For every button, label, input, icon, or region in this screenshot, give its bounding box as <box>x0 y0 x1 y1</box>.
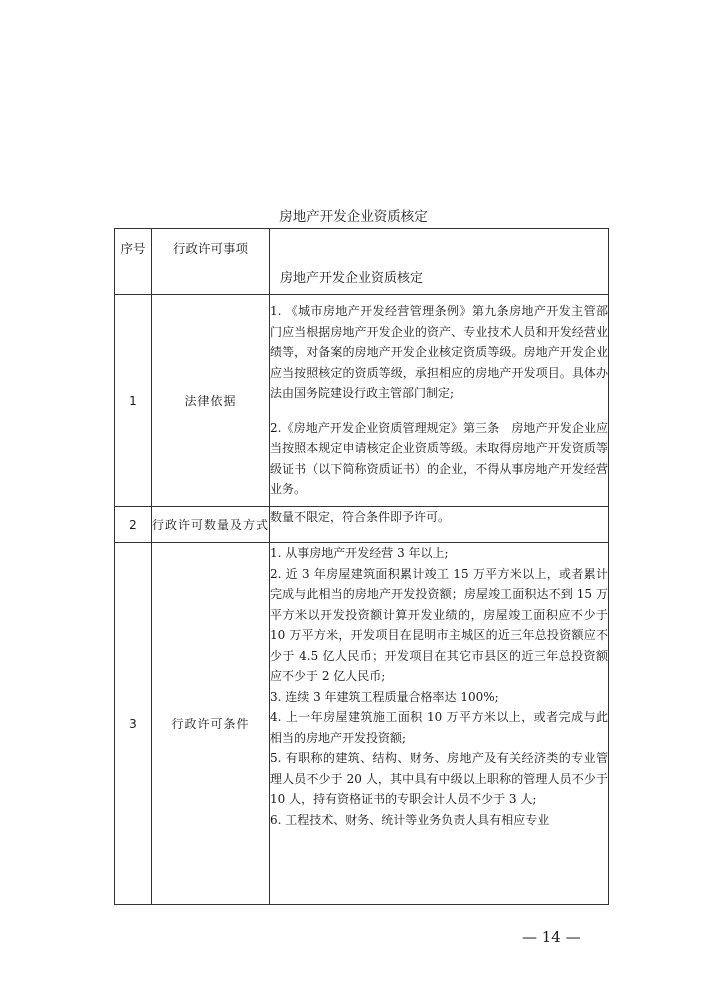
content-paragraph: 1. 《城市房地产开发经营管理条例》第九条房地产开发主管部门应当根据房地产开发企业的资产、专业技术人员和开发经营业绩等，对备案的房地产开发企业核定资质等级。房地产开发企业应当按照核定的资质等级，承担相应的房地产开发项目。具体办法由国务院建设行政主管部门制定; <box>270 304 608 401</box>
page-number: — 14 — <box>522 928 581 946</box>
header-permit-item: 行政许可事项 <box>152 229 270 295</box>
row-item: 行政许可数量及方式 <box>152 507 270 543</box>
permit-table <box>114 228 609 905</box>
row-content <box>270 543 609 905</box>
page-title: 房地产开发企业资质核定 <box>279 209 428 225</box>
row-item: 法律依据 <box>152 295 270 507</box>
content-paragraph: 5. 有职称的建筑、结构、财务、房地产及有关经济类的专业管理人员不少于 20 人，其中具有中级以上职称的管理人员不少于 10 人，持有资格证书的专职会计人员不少于 3 人; <box>270 751 608 806</box>
row-content <box>270 507 609 543</box>
content-paragraph: 2. 近 3 年房屋建筑面积累计竣工 15 万平方米以上，或者累计完成与此相当的房地产开发投资额；房屋竣工面积达不到 15 万平方米以开发投资额计算开发业绩的，房屋竣工面积应不少于 10 万平方米，开发项目在昆明市主城区的近三年总投资额应不少于 4.5 亿人民币；开发项目在其它市县区的近三年总投资额应不少于 2 亿人民币; <box>270 566 608 683</box>
table-row <box>115 543 609 905</box>
table-row <box>115 295 609 507</box>
row-number: 3 <box>115 543 152 905</box>
table-header-row <box>115 229 609 295</box>
row-number: 1 <box>115 295 152 507</box>
content-paragraph: 3. 连续 3 年建筑工程质量合格率达 100%; <box>270 689 499 704</box>
row-number: 2 <box>115 507 152 543</box>
content-paragraph: 1. 从事房地产开发经营 3 年以上; <box>270 546 449 560</box>
content-paragraph: 6. 工程技术、财务、统计等业务负责人具有相应专业 <box>270 812 550 827</box>
content-paragraph: 4. 上一年房屋建筑施工面积 10 万平方米以上，或者完成与此相当的房地产开发投资额; <box>270 710 608 745</box>
content-paragraph: 数量不限定，符合条件即予许可。 <box>270 510 451 524</box>
table-row <box>115 507 609 543</box>
header-serial-no: 序号 <box>115 229 152 295</box>
row-content <box>270 295 609 507</box>
content-paragraph: 2.《房地产开发企业资质管理规定》第三条 房地产开发企业应当按照本规定申请核定企业资质等级。未取得房地产开发资质等级证书（以下简称资质证书）的企业，不得从事房地产开发经营业务。 <box>270 420 608 497</box>
header-content: 房地产开发企业资质核定 <box>270 229 609 295</box>
row-item: 行政许可条件 <box>152 543 270 905</box>
